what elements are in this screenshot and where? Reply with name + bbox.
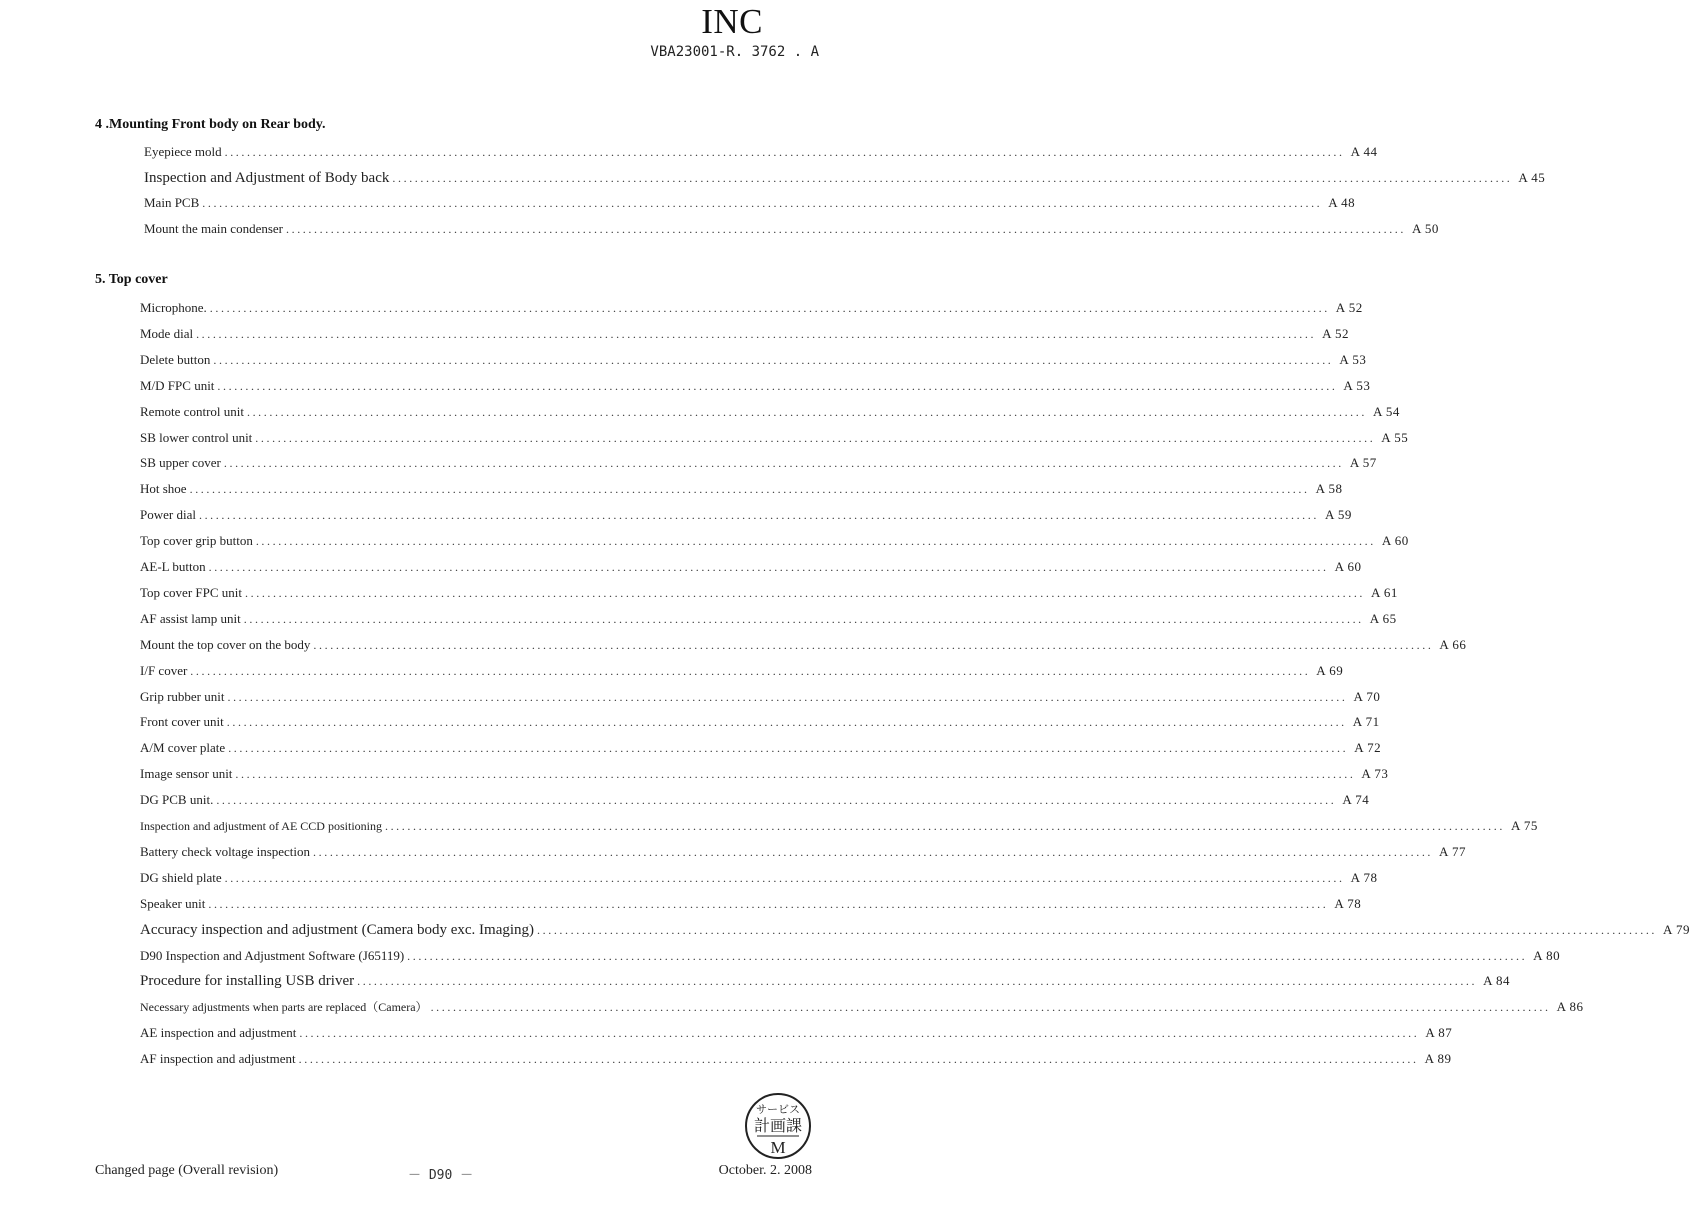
- toc-entry: [144, 217, 1439, 237]
- toc-entry-page: A 79: [1663, 921, 1690, 937]
- toc-entry: [140, 736, 1382, 756]
- toc-entry-label: Mode dial: [140, 325, 194, 341]
- toc-entry-label: Battery check voltage inspection: [140, 843, 311, 859]
- toc-entry: [140, 762, 1389, 782]
- toc-entry-label: DG shield plate: [140, 869, 222, 885]
- toc-dot-leader: ........................................................................................................................................................................................................: [392, 171, 1513, 185]
- toc-dot-leader: ........................................................................................................................................................................................................: [407, 948, 1528, 963]
- section-title-5: 5. Top cover: [95, 272, 168, 287]
- toc-dot-leader: ........................................................................................................................................................................................................: [246, 404, 1367, 419]
- toc-dot-leader: ........................................................................................................................................................................................................: [226, 715, 1347, 730]
- toc-dot-leader: ........................................................................................................................................................................................................: [313, 637, 1434, 652]
- toc-entry-page: A 78: [1334, 895, 1362, 911]
- toc-dot-leader: ........................................................................................................................................................................................................: [286, 222, 1406, 236]
- toc-entry-page: A 52: [1335, 300, 1363, 315]
- toc-dot-leader: ........................................................................................................................................................................................................: [227, 689, 1348, 704]
- toc-entry-label: Inspection and Adjustment of Body back: [144, 170, 390, 186]
- toc-entry: [140, 529, 1409, 549]
- toc-dot-leader: ........................................................................................................................................................................................................: [298, 1052, 1419, 1067]
- section-title-4: 4 .Mounting Front body on Rear body.: [95, 117, 326, 132]
- toc-entry-page: A 60: [1334, 559, 1362, 574]
- toc-entry: [140, 607, 1397, 627]
- toc-dot-leader: ........................................................................................................................................................................................................: [208, 560, 1329, 574]
- toc-dot-leader: ........................................................................................................................................................................................................: [255, 430, 1376, 445]
- stamp-line-1: サービス: [756, 1103, 800, 1116]
- toc-entry-label: SB upper cover: [140, 455, 221, 471]
- toc-entry: [140, 995, 1584, 1015]
- toc-entry-label: Mount the main condenser: [144, 221, 283, 236]
- toc-entry-label: Procedure for installing USB driver: [140, 973, 355, 990]
- toc-entry-label: Grip rubber unit: [140, 688, 225, 704]
- toc-entry: [140, 969, 1511, 990]
- toc-entry-page: A 86: [1556, 999, 1584, 1015]
- toc-entry: [140, 710, 1380, 730]
- toc-entry-label: M/D FPC unit: [140, 377, 215, 393]
- toc-dot-leader: ........................................................................................................................................................................................................: [202, 196, 1323, 210]
- toc-entry: [140, 944, 1561, 964]
- toc-entry-page: A 53: [1339, 351, 1367, 367]
- toc-entry-label: SB lower control unit: [140, 429, 253, 445]
- toc-entry-label: Inspection and adjustment of AE CCD positioning: [140, 819, 382, 833]
- toc-entry-label: Top cover FPC unit: [140, 584, 243, 600]
- toc-entry: [144, 166, 1546, 186]
- toc-entry-page: A 53: [1343, 377, 1371, 393]
- toc-dot-leader: ........................................................................................................................................................................................................: [209, 301, 1330, 315]
- document-number: VBA23001-R. 3762 . A: [650, 44, 819, 60]
- toc-entry-label: AE-L button: [140, 559, 206, 574]
- toc-dot-leader: ........................................................................................................................................................................................................: [430, 1000, 1551, 1015]
- toc-entry-page: A 65: [1369, 610, 1397, 626]
- toc-entry: [140, 451, 1377, 471]
- toc-entry-page: A 72: [1354, 740, 1382, 756]
- toc-dot-leader: ........................................................................................................................................................................................................: [243, 611, 1364, 626]
- footer-left-note: Changed page (Overall revision): [95, 1163, 279, 1178]
- toc-entry-page: A 54: [1372, 403, 1400, 419]
- toc-entry: [140, 659, 1344, 679]
- toc-dot-leader: ........................................................................................................................................................................................................: [245, 585, 1366, 600]
- toc-entry-label: Accuracy inspection and adjustment (Camera body exc. Imaging): [140, 921, 535, 938]
- toc-entry: [140, 1021, 1453, 1041]
- toc-entry-label: Remote control unit: [140, 403, 244, 419]
- toc-entry: [140, 814, 1538, 834]
- toc-entry-label: Speaker unit: [140, 895, 206, 911]
- toc-dot-leader: ........................................................................................................................................................................................................: [217, 378, 1338, 393]
- toc-dot-leader: ........................................................................................................................................................................................................: [198, 508, 1319, 523]
- toc-dot-leader: ........................................................................................................................................................................................................: [223, 456, 1344, 471]
- toc-entry: [140, 374, 1371, 394]
- toc-dot-leader: ........................................................................................................................................................................................................: [190, 663, 1311, 678]
- toc-entry-label: AE inspection and adjustment: [140, 1025, 297, 1041]
- toc-entry-page: A 66: [1439, 636, 1467, 652]
- toc-dot-leader: ........................................................................................................................................................................................................: [224, 870, 1345, 885]
- toc-entry-label: Mount the top cover on the body: [140, 636, 311, 652]
- toc-entry: [140, 918, 1690, 938]
- toc-entry-page: A 60: [1381, 533, 1409, 549]
- toc-entry: [140, 322, 1349, 342]
- service-stamp: [745, 1093, 811, 1159]
- toc-entry-page: A 44: [1350, 144, 1378, 159]
- toc-entry-page: A 57: [1349, 455, 1377, 471]
- toc-entry-label: I/F cover: [140, 662, 188, 678]
- toc-entry: [140, 633, 1467, 653]
- toc-dot-leader: ........................................................................................................................................................................................................: [189, 482, 1310, 497]
- toc-entry-page: A 87: [1425, 1025, 1453, 1041]
- toc-entry: [140, 685, 1381, 705]
- toc-entry-label: Eyepiece mold: [144, 144, 222, 159]
- toc-entry-page: A 45: [1518, 170, 1546, 185]
- toc-dot-leader: ........................................................................................................................................................................................................: [228, 741, 1349, 756]
- toc-dot-leader: ........................................................................................................................................................................................................: [216, 793, 1337, 808]
- toc-entry: [144, 140, 1378, 160]
- toc-dot-leader: ........................................................................................................................................................................................................: [537, 922, 1658, 937]
- stamp-line-3: M: [770, 1138, 786, 1157]
- toc-entry-page: A 59: [1324, 507, 1352, 523]
- toc-entry: [140, 477, 1343, 497]
- toc-entry-label: Microphone.: [140, 300, 207, 315]
- brand-title: INC: [701, 2, 763, 41]
- toc-entry-page: A 89: [1424, 1051, 1452, 1067]
- toc-dot-leader: ........................................................................................................................................................................................................: [357, 974, 1478, 989]
- toc-entry: [140, 892, 1362, 912]
- toc-entry: [144, 191, 1356, 211]
- toc-entry-label: D90 Inspection and Adjustment Software (J65119): [140, 947, 405, 963]
- toc-entry-page: A 80: [1533, 947, 1561, 963]
- toc-entry-page: A 78: [1350, 869, 1378, 885]
- toc-entry-page: A 71: [1352, 714, 1380, 730]
- toc-dot-leader: ........................................................................................................................................................................................................: [255, 534, 1376, 549]
- toc-entry-label: Image sensor unit: [140, 766, 233, 782]
- toc-entry-label: AF assist lamp unit: [140, 610, 241, 626]
- toc-entry-label: DG PCB unit.: [140, 792, 214, 808]
- toc-entry-page: A 58: [1315, 481, 1343, 497]
- toc-entry: [140, 400, 1400, 420]
- toc-entry-page: A 69: [1316, 662, 1344, 678]
- toc-entry: [140, 503, 1352, 523]
- toc-entry: [140, 840, 1466, 860]
- toc-dot-leader: ........................................................................................................................................................................................................: [213, 352, 1334, 367]
- toc-entry: [140, 581, 1398, 601]
- footer-date: October. 2. 2008: [718, 1163, 812, 1178]
- toc-entry-label: Top cover grip button: [140, 533, 253, 549]
- toc-entry-page: A 52: [1322, 325, 1349, 341]
- toc-entry-label: Necessary adjustments when parts are replaced（Camera）: [140, 1000, 428, 1015]
- toc-entry-label: Delete button: [140, 351, 211, 367]
- toc-entry-label: AF inspection and adjustment: [140, 1051, 296, 1067]
- toc-entry-page: A 73: [1361, 766, 1389, 782]
- toc-entry: [140, 555, 1362, 575]
- toc-entry-page: A 74: [1342, 792, 1370, 808]
- stamp-line-2: 計画課: [753, 1116, 803, 1135]
- toc-entry-page: A 55: [1381, 429, 1409, 445]
- toc-entry: [140, 866, 1378, 886]
- toc-entry: [140, 296, 1363, 316]
- toc-entry-label: Main PCB: [144, 195, 200, 210]
- toc-entry-label: Power dial: [140, 507, 196, 523]
- toc-entry-label: Front cover unit: [140, 714, 224, 730]
- toc-entry: [140, 426, 1409, 446]
- toc-entry-page: A 61: [1371, 584, 1398, 600]
- toc-entry-page: A 84: [1483, 973, 1511, 989]
- toc-entry: [140, 1047, 1452, 1067]
- toc-dot-leader: ........................................................................................................................................................................................................: [235, 767, 1356, 782]
- toc-entry: [140, 348, 1367, 368]
- toc-dot-leader: ........................................................................................................................................................................................................: [224, 145, 1345, 159]
- toc-entry-label: Hot shoe: [140, 481, 187, 497]
- toc-dot-leader: ........................................................................................................................................................................................................: [196, 326, 1317, 341]
- toc-entry-page: A 75: [1510, 818, 1538, 833]
- footer-page-label: － D90 －: [408, 1168, 474, 1183]
- toc-entry-page: A 70: [1353, 688, 1381, 704]
- toc-entry-label: A/M cover plate: [140, 740, 226, 756]
- toc-entry: [140, 788, 1370, 808]
- toc-entry-page: A 50: [1412, 221, 1439, 236]
- toc-dot-leader: ........................................................................................................................................................................................................: [384, 819, 1505, 833]
- toc-entry-page: A 48: [1328, 195, 1356, 210]
- toc-dot-leader: ........................................................................................................................................................................................................: [299, 1026, 1420, 1041]
- toc-dot-leader: ........................................................................................................................................................................................................: [208, 896, 1329, 911]
- toc-dot-leader: ........................................................................................................................................................................................................: [313, 844, 1434, 859]
- toc-entry-page: A 77: [1439, 843, 1466, 859]
